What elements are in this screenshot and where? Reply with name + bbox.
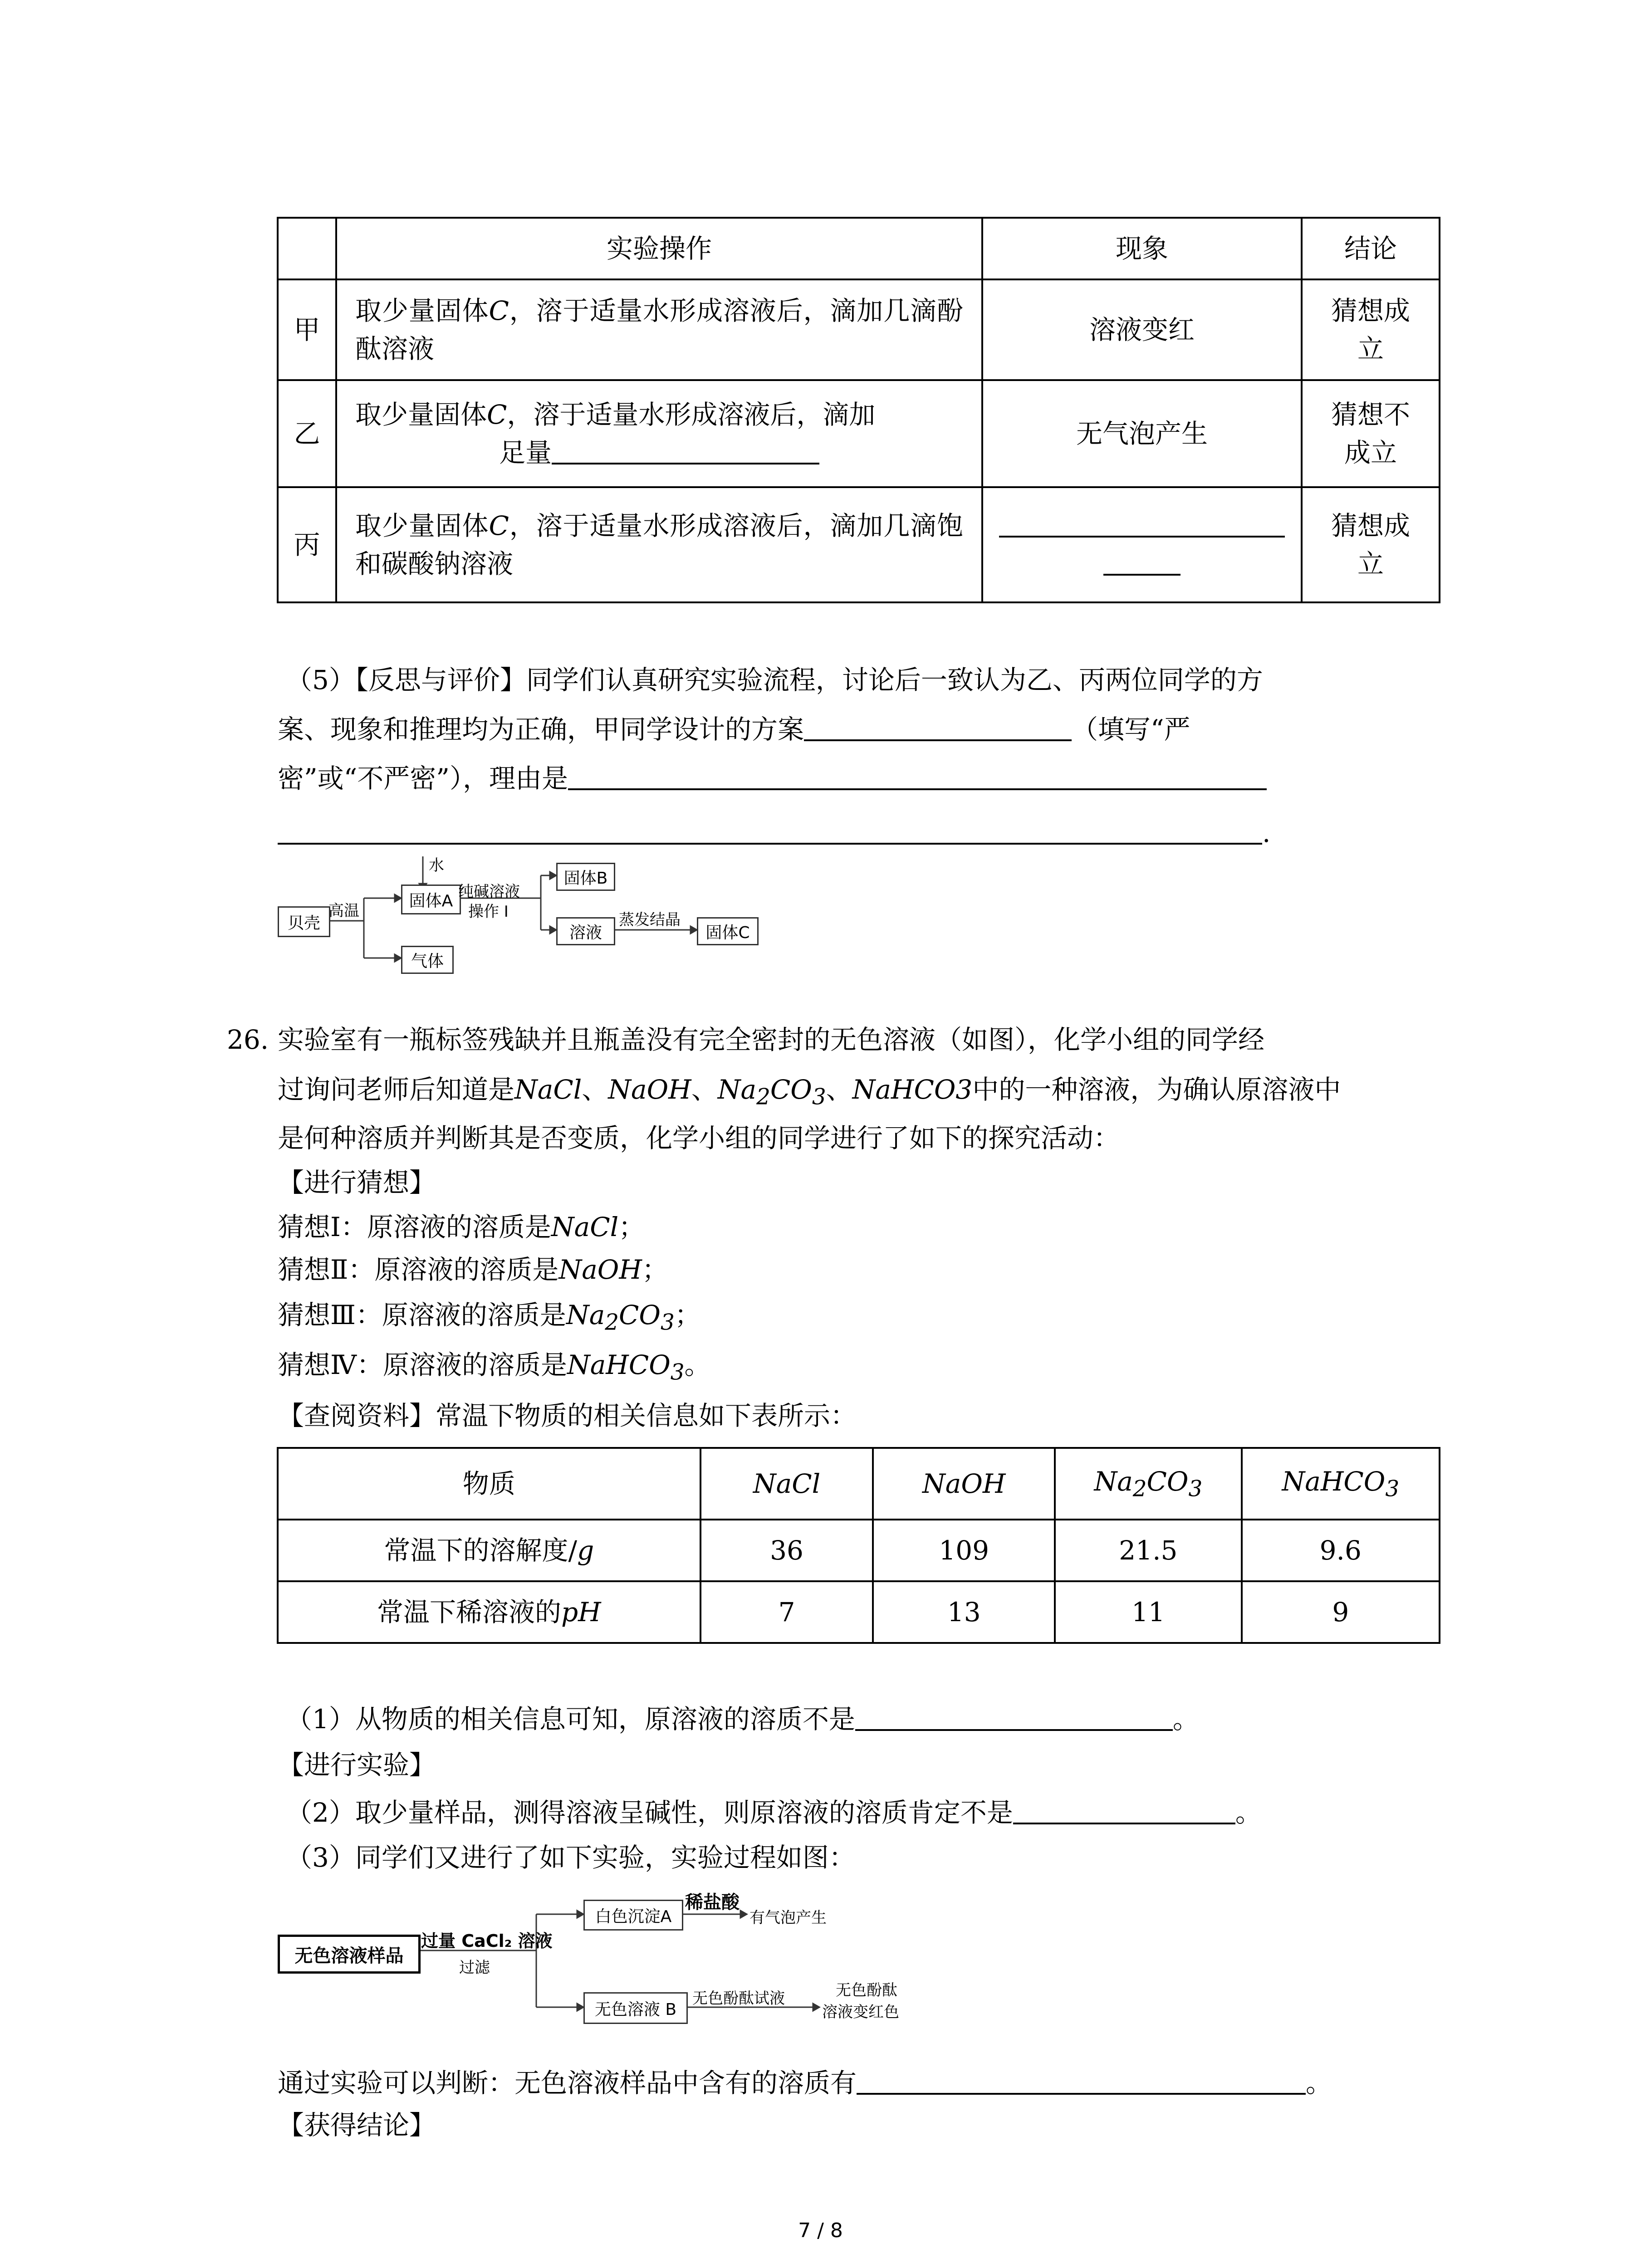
flow-acid: 稀盐酸 [685, 1892, 740, 1913]
exp-title: 【进行实验】 [278, 1750, 436, 1780]
flow-colorless-b-box: 无色溶液 B [583, 1992, 688, 2024]
cell: 9.6 [1242, 1520, 1440, 1581]
flow-solid-a-box: 固体A [401, 885, 461, 914]
q5-line4: . [278, 819, 1270, 846]
answer-blank[interactable] [804, 716, 1072, 741]
row-label-solubility: 常温下的溶解度/g [278, 1520, 700, 1581]
row-name: 丙 [278, 487, 336, 602]
cell: 9 [1242, 1581, 1440, 1643]
table-header-conclusion: 结论 [1302, 218, 1440, 279]
answer-blank[interactable] [1103, 550, 1181, 576]
answer-blank[interactable] [857, 2069, 1306, 2095]
cell: 13 [873, 1581, 1055, 1643]
q26-line2: 过询问老师后知道是NaCl、NaOH、$Na_2CO_3$、NaHCO3中的一种溶液，为确认原溶液中 [278, 1074, 1341, 1110]
row-conclusion: 猜想成立 [1302, 487, 1440, 602]
flow-white-ppt-box: 白色沉淀A [583, 1900, 683, 1931]
row-operation: 取少量固体C，溶于适量水形成溶液后，滴加 足量 [336, 380, 982, 487]
flow-evap: 蒸发结晶 [619, 911, 681, 929]
answer-blank[interactable] [278, 819, 1262, 845]
info-title: 【查阅资料】常温下物质的相关信息如下表所示： [278, 1400, 857, 1431]
q5-line1: （5）【反思与评价】同学们认真研究实验流程，讨论后一致认为乙、丙两位同学的方 [286, 665, 1263, 695]
flow-gas-box: 气体 [401, 946, 454, 974]
q26-line1: 实验室有一瓶标签残缺并且瓶盖没有完全密封的无色溶液（如图），化学小组的同学经 [278, 1024, 1265, 1055]
row-operation: 取少量固体C，溶于适量水形成溶液后，滴加几滴饱和碳酸钠溶液 [336, 487, 982, 602]
row-conclusion: 猜想不成立 [1302, 380, 1440, 487]
cell: 36 [700, 1520, 873, 1581]
answer-blank[interactable] [568, 765, 1267, 790]
flow-diagram-2 [278, 1887, 922, 2037]
flow-result-2: 溶液变红色 [822, 2003, 899, 2021]
flow-result-1: 无色酚酞 [836, 1981, 897, 1999]
row-phenomenon [982, 487, 1302, 602]
flow-soda: 纯碱溶液 [458, 883, 520, 901]
guess-1: 猜想Ⅰ：原溶液的溶质是NaCl； [278, 1212, 645, 1242]
table-header-phenomenon: 现象 [982, 218, 1302, 279]
flow-op1: 操作 I [468, 903, 509, 921]
page-number: 7 / 8 [798, 2219, 843, 2242]
guess-3: 猜想Ⅲ：原溶液的溶质是$Na_2CO_3$； [278, 1300, 701, 1335]
table-header-nahco3: NaHCO$_3$ [1242, 1448, 1440, 1520]
row-label-ph: 常温下稀溶液的pH [278, 1581, 700, 1643]
table-row [278, 1581, 1440, 1643]
row-operation: 取少量固体C，溶于适量水形成溶液后，滴加几滴酚酞溶液 [336, 279, 982, 380]
cell: 7 [700, 1581, 873, 1643]
table-row [278, 380, 1440, 487]
result-title: 【获得结论】 [278, 2110, 436, 2141]
flow-diagram-1 [278, 853, 777, 989]
cell: 21.5 [1055, 1520, 1241, 1581]
flow-high-temp: 高温 [328, 902, 359, 920]
guess-4: 猜想Ⅳ：原溶液的溶质是NaHCO$_3$。 [278, 1349, 711, 1385]
conclusion-line: 通过实验可以判断：无色溶液样品中含有的溶质有 。 [278, 2068, 1332, 2098]
flow-shell-box: 贝壳 [278, 906, 330, 937]
cell: 109 [873, 1520, 1055, 1581]
answer-blank[interactable] [1013, 1799, 1235, 1824]
properties-table [277, 1447, 1440, 1644]
part-3: （3）同学们又进行了如下实验，实验过程如图： [286, 1842, 855, 1873]
row-phenomenon: 无气泡产生 [982, 380, 1302, 487]
table-header-naoh: NaOH [873, 1448, 1055, 1520]
flow-bubbles: 有气泡产生 [749, 1909, 827, 1927]
answer-blank[interactable] [999, 512, 1285, 538]
flow-solid-b-box: 固体B [556, 863, 615, 891]
part-1: （1）从物质的相关信息可知，原溶液的溶质不是 。 [286, 1704, 1199, 1735]
table-row [278, 1520, 1440, 1581]
table-header-nacl: NaCl [700, 1448, 873, 1520]
q5-line3: 密”或“不严密”），理由是 [278, 765, 1267, 792]
table-row [278, 487, 1440, 602]
q26-number: 26. [227, 1024, 269, 1055]
flow-solid-c-box: 固体C [697, 917, 759, 945]
row-name: 甲 [278, 279, 336, 380]
row-conclusion: 猜想成立 [1302, 279, 1440, 380]
table-header-na2co3: $Na_2CO_3$ [1055, 1448, 1241, 1520]
flow-filter: 过滤 [459, 1959, 490, 1977]
experiment-table [277, 217, 1440, 603]
flow-water: 水 [429, 856, 444, 875]
guess-2: 猜想Ⅱ：原溶液的溶质是NaOH； [278, 1254, 668, 1285]
table-header-substance: 物质 [278, 1448, 700, 1520]
table-header-cell [278, 218, 336, 279]
table-row [278, 279, 1440, 380]
table-header-operation: 实验操作 [336, 218, 982, 279]
guess-title: 【进行猜想】 [278, 1167, 436, 1198]
q26-line3: 是何种溶质并判断其是否变质，化学小组的同学进行了如下的探究活动： [278, 1123, 1120, 1154]
cell: 11 [1055, 1581, 1241, 1643]
row-name: 乙 [278, 380, 336, 487]
part-2: （2）取少量样品，测得溶液呈碱性，则原溶液的溶质肯定不是 。 [286, 1797, 1262, 1828]
flow-phenol: 无色酚酞试液 [692, 1989, 785, 2008]
q5-line2: 案、现象和推理均为正确，甲同学设计的方案 （填写“严 [278, 714, 1190, 745]
answer-blank[interactable] [552, 439, 819, 464]
flow-sample-box: 无色溶液样品 [278, 1935, 421, 1974]
flow-solution-box: 溶液 [556, 917, 615, 945]
row-phenomenon: 溶液变红 [982, 279, 1302, 380]
answer-blank[interactable] [855, 1706, 1173, 1731]
flow-reagent: 过量 CaCl₂ 溶液 [421, 1931, 553, 1951]
